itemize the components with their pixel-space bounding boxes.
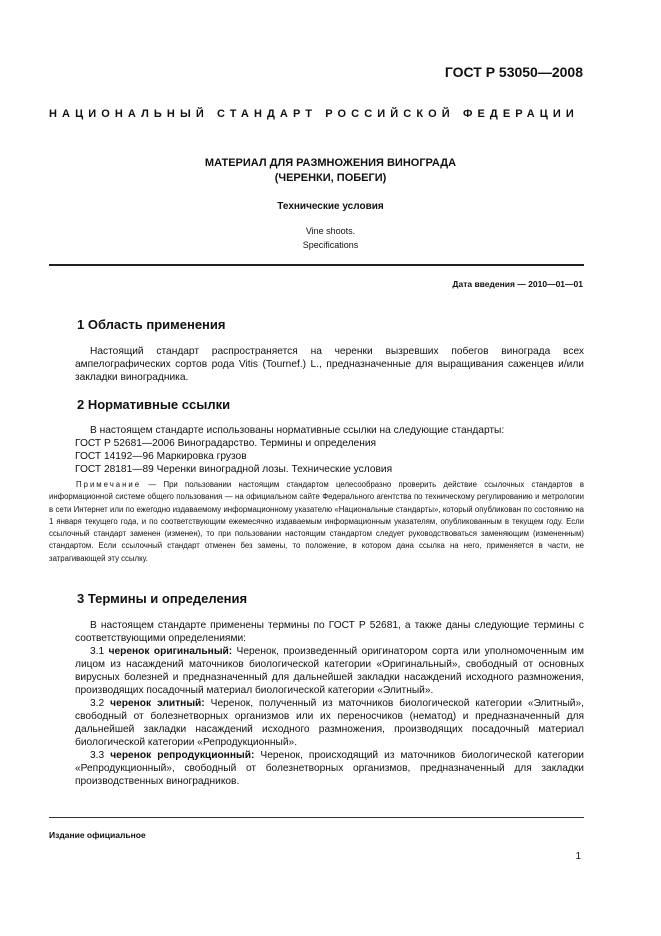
english-title-line-1: Vine shoots. [305, 226, 356, 236]
edition-label: Издание официальное [49, 830, 146, 840]
document-title-line-1: МАТЕРИАЛ ДЛЯ РАЗМНОЖЕНИЯ ВИНОГРАДА [204, 157, 457, 169]
term-entry [75, 749, 584, 788]
term-definition: Черенок, произведенный оригинатором сорта или уполномоченным им лицом из насаждений маточников биологической категории «Оригинальный», свободный от основных вирусных болезней и предназначенный для дальнейшей закладки насаждений исходного размножения, производящих посадочный материал биологической категории «Элитный». [75, 646, 584, 696]
section-2-intro: В настоящем стандарте использованы нормативные ссылки на следующие стандарты: [90, 425, 505, 436]
term-number: 3.2 [90, 698, 105, 709]
note-text: — При пользовании настоящим стандартом целесообразно проверить действие ссылочных стандартов в информационной системе общего пользования — на официальном сайте Федерального агентства по техническому регулированию и метрологии в сети Интернет или по ежегодно издаваемому информационному указателю «Национальные стандарты», который опубликован по состоянию на 1 января текущего года, и по соответствующим ежемесячно издаваемым информационным указателям, опубликованным в текущем году. Если ссылочный стандарт заменен (изменен), то при пользовании настоящим стандартом следует руководствоваться заменяющим (измененным) стандартом. Если ссылочный стандарт отменен без замены, то положение, в котором дана ссылка на него, применяется в части, не затрагивающей эту ссылку. [49, 480, 584, 563]
term-name: черенок репродукционный: [110, 750, 255, 761]
term-definition: Черенок, полученный из маточников биологической категории «Элитный», свободный от болезнетворных организмов или их переносчиков (нематод) и предназначенный для дальнейшей закладки насаждений исходного размножения, производящих посадочный материал биологической категории «Репродукционный». [75, 698, 584, 748]
document-title-line-2: (ЧЕРЕНКИ, ПОБЕГИ) [274, 172, 387, 184]
effective-date: Дата введения — 2010—01—01 [452, 279, 583, 289]
reference-item: ГОСТ 28181—89 Черенки виноградной лозы. Технические условия [75, 464, 393, 475]
footer-divider [49, 817, 584, 818]
term-name: черенок элитный: [110, 698, 205, 709]
reference-item: ГОСТ 14192—96 Маркировка грузов [75, 451, 247, 462]
term-entry [75, 697, 584, 749]
term-number: 3.1 [90, 646, 105, 657]
section-1-heading: 1 Область применения [77, 317, 226, 332]
section-3-intro: В настоящем стандарте применены термины по ГОСТ Р 52681, а также даны следующие термины с соответствующими определениями: [75, 620, 584, 644]
section-2-heading: 2 Нормативные ссылки [77, 397, 231, 412]
section-1-paragraph: Настоящий стандарт распространяется на черенки вызревших побегов винограда всех ампелографических сортов рода Vitis (Tournef.) L., предназначенные для выращивания саженцев и/или закладки виноградника. [75, 346, 584, 383]
page-number: 1 [575, 851, 581, 862]
section-1-body [75, 345, 584, 384]
section-3-body [75, 619, 584, 788]
term-number: 3.3 [90, 750, 105, 761]
note-label: Примечание [76, 480, 142, 489]
section-3-heading: 3 Термины и определения [77, 591, 248, 606]
term-definition: Черенок, происходящий из маточников биологической категории «Репродукционный», свободный от болезнетворных организмов, предназначенный для закладки производственных виноградников. [75, 750, 584, 787]
term-entry [75, 645, 584, 697]
term-name: черенок оригинальный: [108, 646, 233, 657]
section-2-body [75, 424, 584, 476]
english-title-line-2: Specifications [302, 240, 359, 250]
document-subtitle: Технические условия [277, 201, 384, 212]
title-divider [49, 264, 584, 266]
national-standard-banner: НАЦИОНАЛЬНЫЙ СТАНДАРТ РОССИЙСКОЙ ФЕДЕРАЦИИ [49, 108, 579, 120]
normative-note [49, 479, 584, 565]
document-code: ГОСТ Р 53050—2008 [444, 64, 583, 80]
reference-item: ГОСТ Р 52681—2006 Виноградарство. Термины и определения [75, 438, 377, 449]
